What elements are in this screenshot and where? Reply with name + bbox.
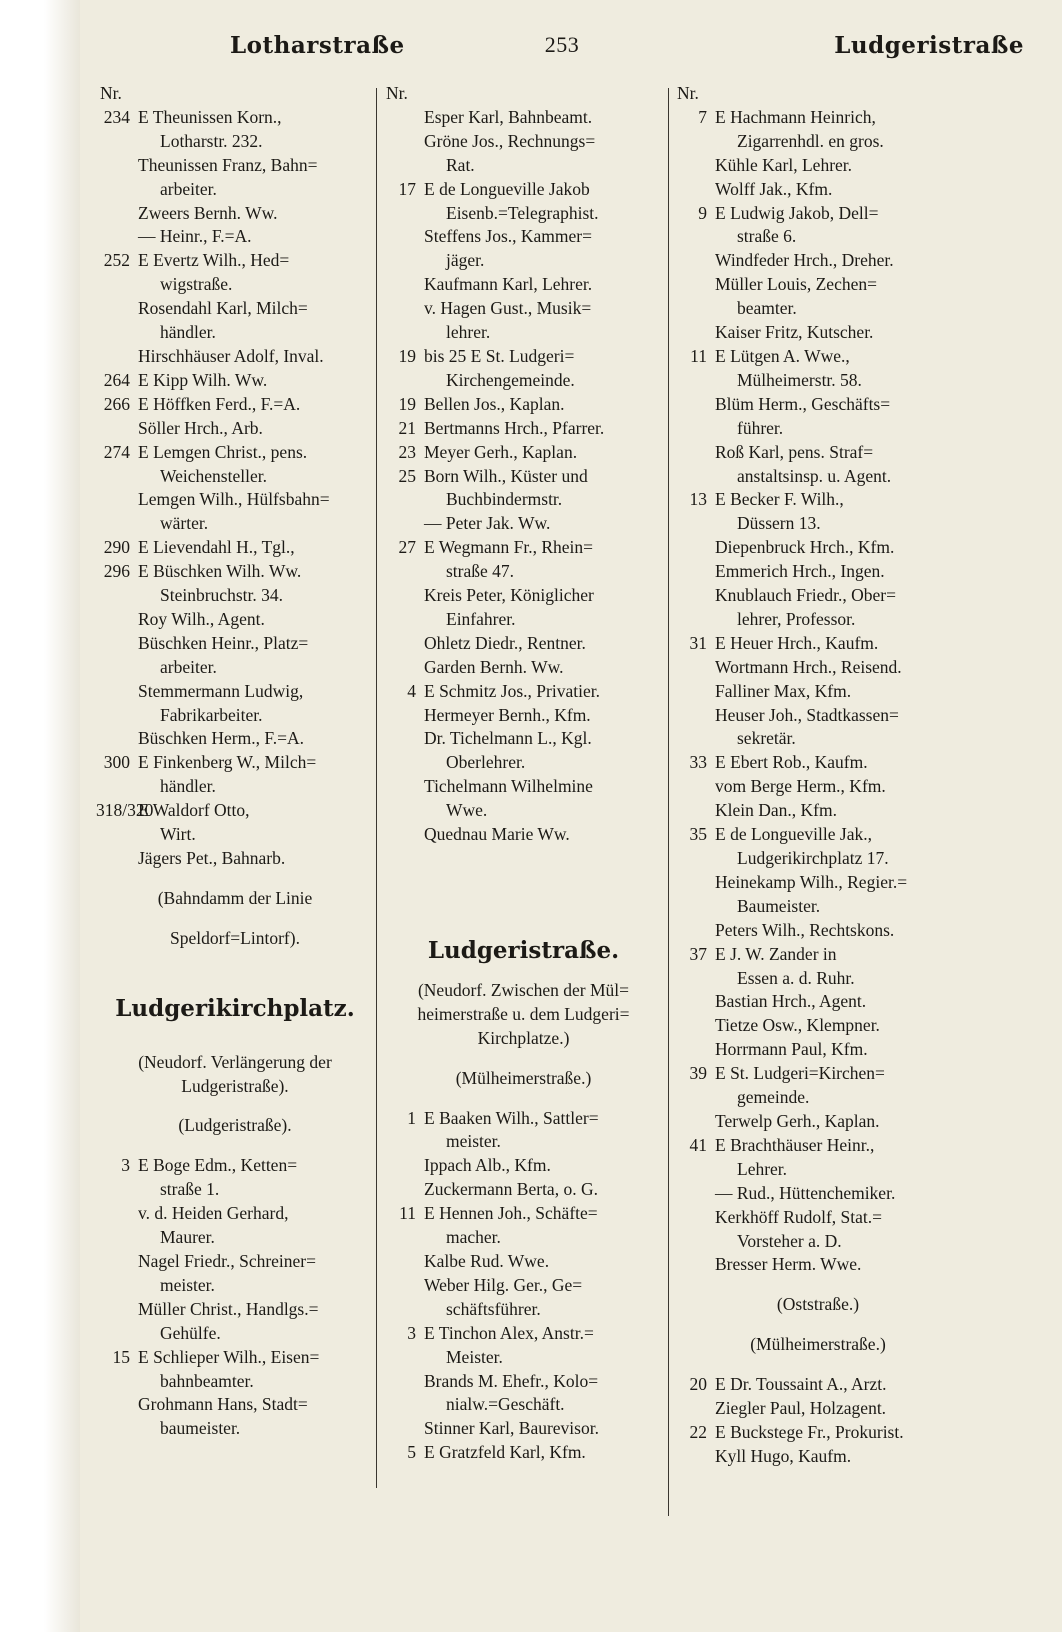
house-number: 25: [398, 465, 416, 486]
house-entry: [673, 1134, 963, 1158]
spacer: [382, 1091, 665, 1107]
nr-label: Nr.: [100, 83, 122, 103]
column-rule: [376, 88, 377, 1488]
continuation-line: führer.: [737, 417, 784, 438]
resident-text: E Lievendahl H., Tgl.,: [138, 537, 295, 558]
house-number: 19: [398, 393, 416, 414]
street-note: Kirchplatze.): [477, 1027, 570, 1048]
continuation-line: Weichensteller.: [160, 465, 267, 486]
continuation-line: Einfahrer.: [446, 608, 516, 629]
column-1: [96, 82, 374, 1441]
nr-label: Nr.: [386, 83, 408, 103]
house-number: 19: [398, 345, 416, 366]
resident-line: Diepenbruck Hrch., Kfm.: [715, 537, 895, 558]
street-heading: Ludgeristraße.: [427, 937, 620, 964]
house-number: 296: [103, 561, 130, 582]
resident-line: Hirschhäuser Adolf, Inval.: [138, 345, 324, 366]
resident-line: Kerkhöff Rudolf, Stat.=: [715, 1206, 883, 1227]
house-entry: [382, 178, 665, 202]
spacer: [96, 951, 374, 997]
resident-text: E de Longueville Jak.,: [715, 824, 872, 845]
continuation-line: Düssern 13.: [737, 513, 821, 534]
continuation-line: sekretär.: [737, 728, 796, 749]
continuation-line: Oberlehrer.: [446, 752, 526, 773]
resident-line: Stemmermann Ludwig,: [138, 680, 304, 701]
resident-text: E Heuer Hrch., Kaufm.: [715, 632, 879, 653]
house-number: 39: [689, 1063, 707, 1084]
house-entry: [96, 1346, 374, 1370]
house-number: 33: [689, 752, 707, 773]
continuation-line: Baumeister.: [737, 895, 821, 916]
continuation-line: Zigarrenhdl. en gros.: [737, 130, 884, 151]
house-number: 31: [689, 632, 707, 653]
house-entry: [673, 1062, 963, 1086]
resident-line: Büschken Herm., F.=A.: [138, 728, 304, 749]
street-heading: Ludgerikirchplatz.: [115, 994, 355, 1022]
resident-line: Kyll Hugo, Kaufm.: [715, 1445, 852, 1466]
resident-line: Jägers Pet., Bahnarb.: [138, 848, 286, 868]
directory-page: [80, 0, 1062, 1632]
spacer: [673, 1357, 963, 1373]
continuation-line: jäger.: [446, 250, 485, 271]
resident-text: bis 25 E St. Ludgeri=: [424, 345, 575, 366]
house-entry: [673, 1373, 963, 1397]
house-number: 22: [689, 1421, 707, 1442]
resident-text: E Gratzfeld Karl, Kfm.: [424, 1442, 586, 1463]
house-entry: [382, 1441, 665, 1465]
continuation-line: Maurer.: [160, 1227, 215, 1248]
street-note: (Neudorf. Zwischen der Mül=: [417, 979, 630, 1000]
continuation-line: macher.: [446, 1227, 501, 1248]
resident-line: Garden Bernh. Ww.: [424, 656, 564, 677]
continuation-line: straße 1.: [160, 1179, 220, 1200]
resident-line: Gröne Jos., Rechnungs=: [424, 130, 596, 151]
house-number: 3: [121, 1155, 130, 1176]
resident-text: E Hachmann Heinrich,: [715, 106, 876, 127]
resident-line: Heinekamp Wilh., Regier.=: [715, 871, 908, 892]
house-number: 300: [103, 752, 130, 773]
resident-line: v. Hagen Gust., Musik=: [424, 298, 592, 319]
resident-line: Rosendahl Karl, Milch=: [138, 298, 308, 319]
house-number: 1: [407, 1107, 416, 1128]
resident-line: v. d. Heiden Gerhard,: [138, 1203, 289, 1224]
resident-line: Nagel Friedr., Schreiner=: [138, 1250, 317, 1271]
resident-line: Emmerich Hrch., Ingen.: [715, 561, 885, 582]
continuation-line: Gehülfe.: [160, 1322, 221, 1343]
street-note: heimerstraße u. dem Ludgeri=: [417, 1003, 630, 1024]
resident-line: Hermeyer Bernh., Kfm.: [424, 704, 591, 725]
spacer: [96, 1021, 374, 1051]
continuation-line: Lehrer.: [737, 1158, 788, 1179]
column-3: [673, 82, 963, 1469]
resident-text: E Höffken Ferd., F.=A.: [138, 393, 301, 414]
resident-line: Ziegler Paul, Holzagent.: [715, 1398, 887, 1419]
continuation-line: straße 47.: [446, 561, 515, 582]
street-note: (Mülheimerstraße.): [455, 1067, 592, 1088]
house-entry: [382, 536, 665, 560]
resident-line: Knublauch Friedr., Ober=: [715, 585, 896, 606]
spacer: [382, 1051, 665, 1067]
resident-text: E Tinchon Alex, Anstr.=: [424, 1322, 594, 1343]
continuation-line: nialw.=Geschäft.: [446, 1394, 565, 1415]
continuation-line: Wirt.: [160, 824, 196, 845]
resident-text: E Ludwig Jakob, Dell=: [715, 202, 879, 223]
resident-line: Zweers Bernh. Ww.: [138, 202, 278, 223]
resident-line: Horrmann Paul, Kfm.: [715, 1039, 868, 1060]
resident-line: Terwelp Gerh., Kaplan.: [715, 1110, 880, 1131]
continuation-line: lehrer.: [446, 322, 491, 343]
house-entry: [673, 1421, 963, 1445]
house-entry: [673, 823, 963, 847]
house-number: 274: [103, 441, 130, 462]
resident-line: Zuckermann Berta, o. G.: [424, 1179, 598, 1200]
resident-text: E Finkenberg W., Milch=: [138, 752, 317, 773]
resident-line: Tietze Osw., Klempner.: [715, 1015, 880, 1036]
spacer: [96, 911, 374, 927]
resident-line: Grohmann Hans, Stadt=: [138, 1394, 308, 1415]
resident-text: E Buckstege Fr., Prokurist.: [715, 1421, 904, 1442]
resident-text: E Boge Edm., Ketten=: [138, 1155, 298, 1176]
street-note: (Oststraße.): [776, 1294, 860, 1315]
house-number: 23: [398, 441, 416, 462]
resident-line: Roß Karl, pens. Straf=: [715, 441, 874, 462]
house-entry: [673, 345, 963, 369]
resident-line: Weber Hilg. Ger., Ge=: [424, 1274, 583, 1295]
continuation-line: Fabrikarbeiter.: [160, 704, 263, 725]
continuation-line: baumeister.: [160, 1418, 241, 1439]
continuation-line: schäftsführer.: [446, 1298, 541, 1319]
house-entry: [382, 417, 665, 441]
column-2: [382, 82, 665, 1465]
continuation-line: Vorsteher a. D.: [737, 1230, 842, 1251]
resident-line: Blüm Herm., Geschäfts=: [715, 393, 891, 414]
continuation-line: händler.: [160, 776, 216, 797]
spacer: [673, 1317, 963, 1333]
continuation-line: gemeinde.: [737, 1087, 810, 1108]
continuation-line: beamter.: [737, 298, 797, 319]
continuation-line: meister.: [160, 1274, 215, 1295]
resident-text: E Evertz Wilh., Hed=: [138, 250, 290, 271]
continuation-line: Steinbruchstr. 34.: [160, 585, 283, 606]
house-number: 318/320: [96, 800, 154, 821]
house-number: 27: [398, 537, 416, 558]
continuation-line: wigstraße.: [160, 274, 233, 295]
running-head-right: Ludgeristraße: [834, 32, 1024, 59]
house-entry: [96, 1154, 374, 1178]
resident-line: Heuser Joh., Stadtkassen=: [715, 704, 899, 725]
house-number: 234: [103, 106, 130, 127]
resident-text: E St. Ludgeri=Kirchen=: [715, 1063, 885, 1084]
resident-line: — Peter Jak. Ww.: [424, 513, 551, 534]
house-number: 20: [689, 1374, 707, 1395]
continuation-line: lehrer, Professor.: [737, 608, 856, 629]
resident-text: E Kipp Wilh. Ww.: [138, 369, 268, 390]
continuation-line: händler.: [160, 322, 216, 343]
spacer: [382, 963, 665, 979]
continuation-line: bahnbeamter.: [160, 1370, 254, 1391]
resident-line: Klein Dan., Kfm.: [715, 800, 837, 821]
resident-text: E Lemgen Christ., pens.: [138, 441, 308, 462]
house-number: 252: [103, 250, 130, 271]
house-entry: [96, 560, 374, 584]
house-number: 264: [103, 369, 130, 390]
continuation-line: Meister.: [446, 1346, 503, 1367]
continuation-line: wärter.: [160, 513, 209, 534]
house-number: 290: [103, 537, 130, 558]
resident-text: Born Wilh., Küster und: [424, 465, 588, 486]
continuation-line: Buchbindermstr.: [446, 489, 563, 510]
resident-line: Wolff Jak., Kfm.: [715, 178, 833, 199]
continuation-line: Ludgerikirchplatz 17.: [737, 848, 889, 868]
resident-line: Müller Louis, Zechen=: [715, 274, 877, 295]
house-entry: [382, 441, 665, 465]
continuation-line: Wwe.: [446, 800, 488, 821]
resident-text: E Waldorf Otto,: [138, 800, 250, 821]
spacer: [673, 1277, 963, 1293]
house-entry: [382, 680, 665, 704]
street-note: Ludgeristraße).: [181, 1075, 289, 1096]
resident-line: Roy Wilh., Agent.: [138, 608, 265, 629]
resident-line: Steffens Jos., Kammer=: [424, 226, 592, 247]
continuation-line: Lotharstr. 232.: [160, 130, 263, 151]
continuation-line: Kirchengemeinde.: [446, 369, 575, 390]
resident-line: Quednau Marie Ww.: [424, 824, 570, 845]
house-entry: [382, 393, 665, 417]
house-number: 11: [690, 345, 707, 366]
resident-line: vom Berge Herm., Kfm.: [715, 776, 886, 797]
resident-line: Kreis Peter, Königlicher: [424, 585, 594, 606]
resident-line: Dr. Tichelmann L., Kgl.: [424, 728, 592, 749]
house-entry: [96, 536, 374, 560]
continuation-line: Eisenb.=Telegraphist.: [446, 202, 599, 223]
resident-line: Büschken Heinr., Platz=: [138, 632, 309, 653]
resident-text: E Schmitz Jos., Privatier.: [424, 680, 600, 701]
street-note: Speldorf=Lintorf).: [170, 927, 300, 948]
resident-line: Bastian Hrch., Agent.: [715, 991, 867, 1012]
continuation-line: arbeiter.: [160, 178, 217, 199]
house-number: 13: [689, 489, 707, 510]
house-entry: [382, 465, 665, 489]
street-note: (Bahndamm der Linie: [157, 887, 313, 908]
spacer: [96, 871, 374, 887]
street-note: (Mülheimerstraße.): [750, 1334, 886, 1355]
spacer: [382, 847, 665, 893]
resident-text: Bertmanns Hrch., Pfarrer.: [424, 417, 605, 438]
resident-text: E Baaken Wilh., Sattler=: [424, 1107, 599, 1128]
resident-text: E Theunissen Korn.,: [138, 106, 282, 127]
house-number: 15: [112, 1346, 130, 1367]
resident-text: E Schlieper Wilh., Eisen=: [138, 1346, 320, 1367]
resident-text: E Wegmann Fr., Rhein=: [424, 537, 594, 558]
house-entry: [673, 943, 963, 967]
resident-line: Windfeder Hrch., Dreher.: [715, 250, 894, 271]
spacer: [96, 1138, 374, 1154]
continuation-line: anstaltsinsp. u. Agent.: [737, 465, 892, 486]
house-entry: [96, 369, 374, 393]
resident-line: — Rud., Hüttenchemiker.: [715, 1182, 896, 1203]
house-number: 35: [689, 824, 707, 845]
resident-text: E Becker F. Wilh.,: [715, 489, 844, 510]
house-entry: [673, 202, 963, 226]
resident-text: E Büschken Wilh. Ww.: [138, 561, 302, 582]
resident-text: E Dr. Toussaint A., Arzt.: [715, 1374, 887, 1395]
continuation-line: straße 6.: [737, 226, 797, 247]
resident-line: Kaufmann Karl, Lehrer.: [424, 274, 593, 295]
house-number: 21: [398, 417, 416, 438]
house-entry: [382, 345, 665, 369]
running-head-left: Lotharstraße: [230, 32, 405, 59]
house-entry: [96, 751, 374, 775]
resident-line: Ippach Alb., Kfm.: [424, 1155, 551, 1176]
resident-line: Kühle Karl, Lehrer.: [715, 154, 853, 175]
spacer: [382, 893, 665, 939]
house-number: 266: [103, 393, 130, 414]
resident-text: E Ebert Rob., Kaufm.: [715, 752, 868, 773]
resident-line: Ohletz Diedr., Rentner.: [424, 632, 586, 653]
house-number: 3: [407, 1322, 416, 1343]
continuation-line: Rat.: [446, 154, 475, 175]
house-entry: [673, 632, 963, 656]
resident-line: Tichelmann Wilhelmine: [424, 776, 593, 797]
house-entry: [673, 751, 963, 775]
resident-line: Stinner Karl, Baurevisor.: [424, 1418, 599, 1439]
resident-line: Kaiser Fritz, Kutscher.: [715, 322, 874, 343]
resident-text: Bellen Jos., Kaplan.: [424, 393, 565, 414]
resident-line: Bresser Herm. Wwe.: [715, 1254, 862, 1275]
house-number: 17: [398, 178, 416, 199]
house-number: 7: [698, 106, 707, 127]
house-entry: [96, 441, 374, 465]
house-number: 37: [689, 943, 707, 964]
resident-text: E J. W. Zander in: [715, 943, 837, 964]
resident-line: Müller Christ., Handlgs.=: [138, 1298, 319, 1319]
continuation-line: meister.: [446, 1131, 501, 1152]
continuation-line: Mülheimerstr. 58.: [737, 369, 862, 390]
spacer: [96, 1098, 374, 1114]
resident-line: Kalbe Rud. Wwe.: [424, 1250, 550, 1271]
continuation-line: Essen a. d. Ruhr.: [737, 967, 855, 988]
resident-text: E Lütgen A. Wwe.,: [715, 345, 850, 366]
resident-text: Meyer Gerh., Kaplan.: [424, 441, 578, 462]
resident-line: Söller Hrch., Arb.: [138, 417, 263, 438]
resident-line: Falliner Max, Kfm.: [715, 680, 852, 701]
page-number: 253: [544, 32, 580, 57]
resident-line: Peters Wilh., Rechtskons.: [715, 919, 895, 940]
house-number: 41: [689, 1134, 707, 1155]
house-number: 11: [399, 1203, 416, 1224]
resident-line: Esper Karl, Bahnbeamt.: [424, 106, 593, 127]
resident-line: Brands M. Ehefr., Kolo=: [424, 1370, 599, 1391]
resident-text: E Hennen Joh., Schäfte=: [424, 1203, 598, 1224]
house-entry: [382, 1322, 665, 1346]
house-entry: [382, 1107, 665, 1131]
street-note: (Ludgeristraße).: [178, 1115, 292, 1136]
house-entry: [673, 106, 963, 130]
house-entry: [382, 1202, 665, 1226]
house-entry: [96, 106, 374, 130]
house-entry: [96, 393, 374, 417]
resident-text: E de Longueville Jakob: [424, 178, 590, 199]
house-entry: [96, 799, 374, 823]
house-number: 9: [698, 202, 707, 223]
nr-label: Nr.: [677, 83, 699, 103]
house-entry: [96, 249, 374, 273]
resident-line: Wortmann Hrch., Reisend.: [715, 656, 902, 677]
column-rule: [668, 88, 669, 1516]
resident-line: Lemgen Wilh., Hülfsbahn=: [138, 489, 330, 510]
house-entry: [673, 488, 963, 512]
resident-line: Theunissen Franz, Bahn=: [138, 154, 318, 175]
street-note: (Neudorf. Verlängerung der: [138, 1051, 332, 1072]
resident-line: — Heinr., F.=A.: [138, 226, 252, 247]
continuation-line: arbeiter.: [160, 656, 217, 677]
house-number: 5: [407, 1442, 416, 1463]
resident-text: E Brachthäuser Heinr.,: [715, 1134, 875, 1155]
house-number: 4: [407, 680, 416, 701]
scan-gutter: [0, 0, 80, 1632]
